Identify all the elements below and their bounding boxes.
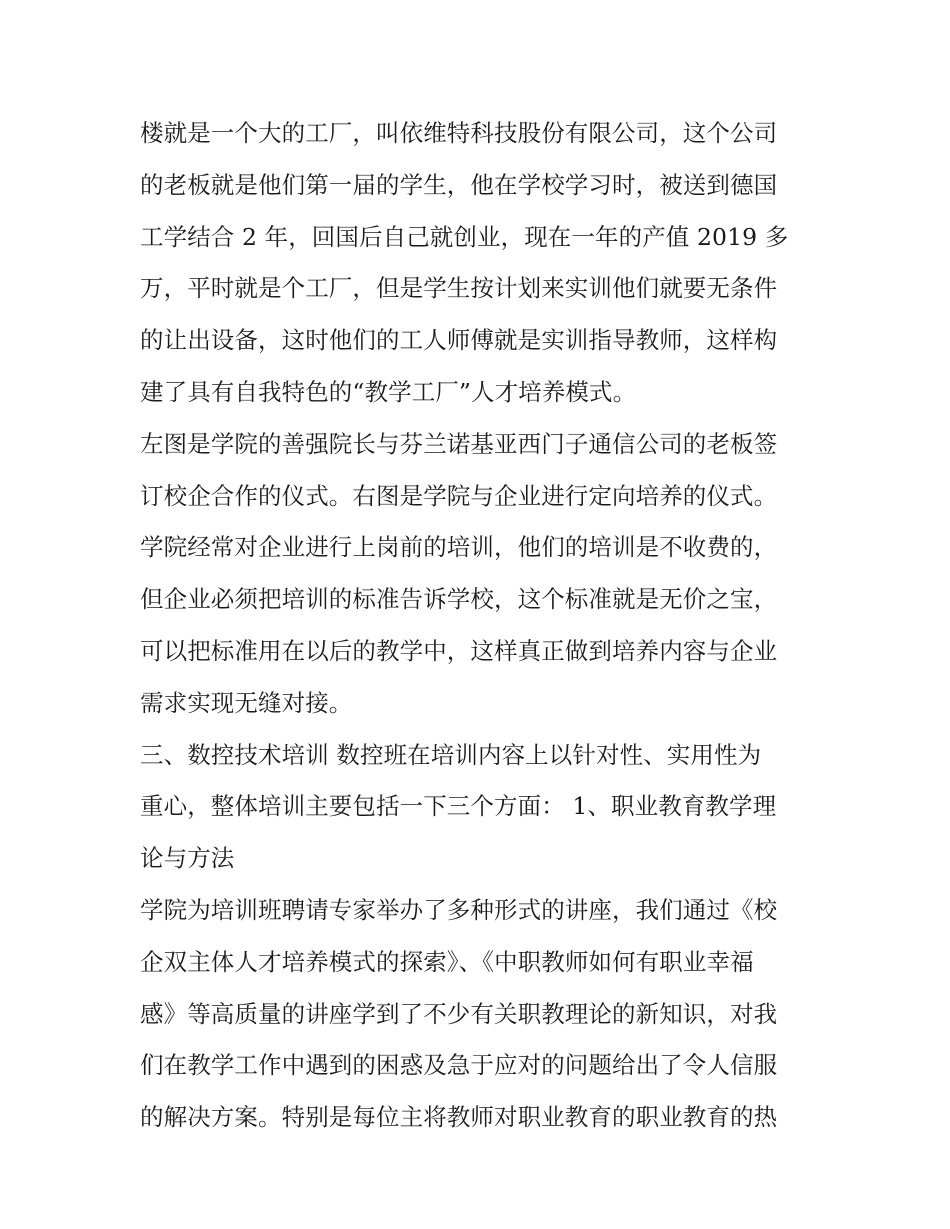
text-line: 左图是学院的善强院长与芬兰诺基亚西门子通信公司的老板签: [140, 429, 778, 458]
text-line: 需求实现无缝对接。: [140, 688, 353, 717]
text-line: 论与方法: [140, 844, 235, 873]
text-line: 楼就是一个大的工厂，叫依维特科技股份有限公司，这个公司: [140, 119, 778, 147]
text-line: 企双主体人才培养模式的探索》、《中职教师如何有职业幸福: [140, 947, 754, 976]
text-line: 工学结合 2 年，回国后自己就创业，现在一年的产值 2019 多: [140, 222, 789, 251]
text-line: 万，平时就是个工厂，但是学生按计划来实训他们就要无条件: [140, 274, 778, 303]
text-line: 们在教学工作中遇到的困惑及急于应对的问题给出了令人信服: [140, 1051, 778, 1080]
text-line: 建了具有自我特色的“教学工厂”人才培养模式。: [140, 377, 637, 406]
text-line: 感》等高质量的讲座学到了不少有关职教理论的新知识，对我: [140, 999, 778, 1028]
text-line: 学院经常对企业进行上岗前的培训，他们的培训是不收费的，: [140, 533, 778, 562]
text-line: 的让出设备，这时他们的工人师傅就是实训指导教师，这样构: [140, 326, 778, 355]
text-line: 三、数控技术培训 数控班在培训内容上以针对性、实用性为: [140, 740, 762, 769]
text-line: 但企业必须把培训的标准告诉学校，这个标准就是无价之宝，: [140, 585, 778, 614]
text-line: 重心，整体培训主要包括一下三个方面： 1、职业教育教学理: [140, 792, 777, 821]
text-line: 学院为培训班聘请专家举办了多种形式的讲座，我们通过《校: [140, 895, 778, 924]
document-body: [140, 108, 820, 1144]
text-line: 订校企合作的仪式。右图是学院与企业进行定向培养的仪式。: [140, 481, 778, 510]
text-line: 的解决方案。特别是每位主将教师对职业教育的职业教育的热: [140, 1103, 778, 1132]
text-line: 的老板就是他们第一届的学生，他在学校学习时，被送到德国: [140, 170, 778, 199]
text-line: 可以把标准用在以后的教学中，这样真正做到培养内容与企业: [140, 636, 778, 665]
